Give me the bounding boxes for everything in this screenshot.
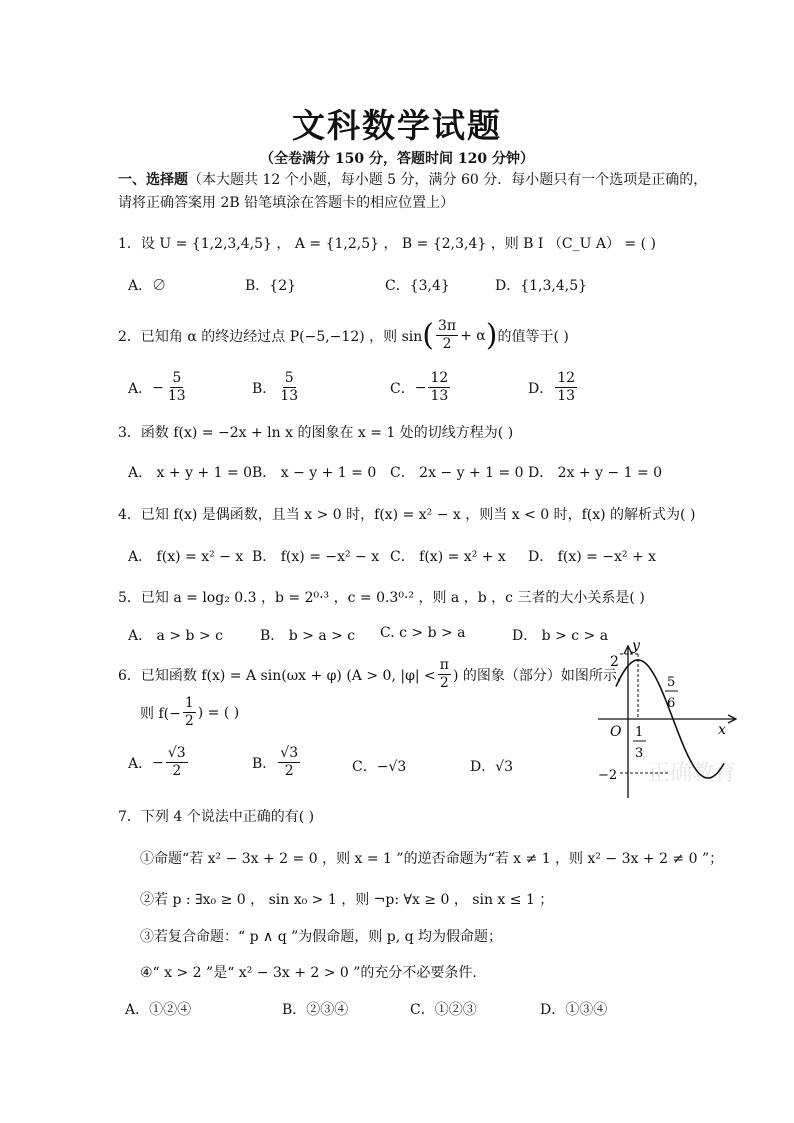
q6-option-d: D．√3 [470, 759, 514, 775]
q2-option-c: C． − $\frac{12}{13}$ [390, 370, 449, 404]
section-desc-line2: 请将正确答案用 2B 铅笔填涂在答题卡的相应位置上） [118, 195, 455, 211]
q7-statement-3: ③若复合命题：“ p ∧ q ”为假命题，则 p, q 均为假命题； [140, 929, 503, 945]
q4-option-b: B． f(x) = −x² − x [252, 549, 380, 565]
q5-option-d: D． b > c > a [512, 628, 609, 644]
question-7-stem: 7．下列 4 个说法中正确的有( ) [118, 809, 315, 825]
q6-option-c: C．−√3 [352, 759, 407, 775]
q3-option-c: C． 2x − y + 1 = 0 [390, 465, 524, 481]
tick1-numerator: 1 [635, 725, 644, 740]
q6-sine-graph [590, 640, 740, 800]
q2-stem-a: 2．已知角 α 的终边经过点 P(−5,−12) ，则 sin [118, 328, 423, 345]
q2-option-d: D． $\frac{12}{13}$ [528, 370, 576, 404]
question-4-stem: 4．已知 f(x) 是偶函数，且当 x > 0 时，f(x) = x² − x ，则当 x < 0 时，f(x) 的解析式为( ) [118, 507, 696, 523]
question-1-stem: 1．设 U = {1,2,3,4,5} ， A = {1,2,5} ， B = {2,3,4} ，则 B I （C_U A） = ( ) [118, 236, 656, 252]
q4-option-a: A． f(x) = x² − x [128, 549, 244, 565]
q7-statement-1: ①命题“若 x² − 3x + 2 = 0 ，则 x = 1 ”的逆否命题为“若 x ≠ 1 ，则 x² − 3x + 2 ≠ 0 ”； [140, 851, 724, 867]
q1-option-b: B．{2} [245, 278, 297, 294]
q3-option-d: D． 2x + y − 1 = 0 [528, 465, 663, 481]
q7-option-d: D．①③④ [540, 1002, 608, 1018]
tick1-denominator: 3 [635, 746, 644, 761]
q7-option-a: A．①②④ [125, 1002, 192, 1018]
q5-option-c: C. c > b > a [380, 625, 466, 641]
q7-option-c: C．①②③ [410, 1002, 477, 1018]
graph-watermark: 正确教育 [648, 760, 737, 785]
q6-option-b: B． $\frac{√3}{2}$ [252, 745, 299, 779]
q1-option-c: C．{3,4} [385, 278, 450, 294]
q1-option-a: A．∅ [128, 278, 167, 294]
question-5-stem: 5．已知 a = log₂ 0.3 ，b = 2⁰·³ ，c = 0.3⁰·² ，则 a ，b ，c 三者的大小关系是( ) [118, 590, 645, 606]
tick2-numerator: 5 [667, 675, 676, 690]
q6-stem-b: ) 的图象（部分）如图所示， [452, 667, 631, 684]
x-axis-label: x [718, 722, 726, 738]
page-subtitle: （全卷满分 150 分，答题时间 120 分钟） [260, 151, 534, 167]
q2-stem-b: + α [460, 327, 486, 344]
section-label: 一、选择题 [118, 172, 188, 188]
page-title: 文科数学试题 [292, 106, 502, 145]
q4-option-c: C． f(x) = x² + x [390, 549, 506, 565]
max-label: 2 [610, 654, 619, 670]
q3-option-b: B． x − y + 1 = 0 [252, 465, 377, 481]
q2-option-b: B． $\frac{5}{13}$ [252, 370, 299, 404]
q1-option-d: D．{1,3,4,5} [495, 278, 588, 294]
q5-option-b: B． b > a > c [260, 628, 356, 644]
question-6-stem [118, 657, 631, 692]
q2-stem-c: 的值等于( ) [497, 328, 569, 345]
q7-statement-4: ④“ x > 2 ”是“ x² − 3x + 2 > 0 ”的充分不必要条件. [140, 965, 477, 981]
q4-option-d: D． f(x) = −x² + x [528, 549, 657, 565]
q5-option-a: A． a > b > c [128, 628, 223, 644]
q6-line2: 则 f(− $\frac{1}{2}$ ) = ( ) [140, 695, 240, 729]
section-header [118, 170, 707, 190]
q7-statement-2: ②若 p : ∃x₀ ≥ 0 ， sin x₀ > 1 ，则 ¬p: ∀x ≥ 0 ， sin x ≤ 1 ； [140, 892, 554, 908]
question-3-stem: 3．函数 f(x) = −2x + ln x 的图象在 x = 1 处的切线方程为( ) [118, 425, 514, 441]
question-2-stem: 2．已知角 α 的终边经过点 P(−5,−12) ，则 sin ( $\frac{3\pi}{2}$ + α ) 的值等于( ) [118, 317, 569, 353]
q7-option-b: B．②③④ [282, 1002, 349, 1018]
tick2-denominator: 6 [667, 696, 676, 711]
min-label: −2 [598, 768, 618, 783]
q2-option-a: A． − $\frac{5}{13}$ [128, 370, 186, 404]
origin-label: O [610, 724, 622, 740]
section-desc-line1: （本大题共 12 个小题，每小题 5 分，满分 60 分．每小题只有一个选项是正确的， [188, 172, 708, 188]
q6-fraction: $\frac{\pi}{2}$ [439, 657, 449, 691]
q6-stem-a: 6．已知函数 f(x) = A sin(ωx + φ) (A > 0, |φ| < [118, 667, 436, 684]
y-axis-label: y [632, 640, 640, 654]
q6-option-a: A． − $\frac{√3}{2}$ [128, 745, 186, 779]
q2-fraction: $\frac{3\pi}{2}$ [438, 318, 457, 352]
q3-option-a: A． x + y + 1 = 0 [128, 465, 253, 481]
